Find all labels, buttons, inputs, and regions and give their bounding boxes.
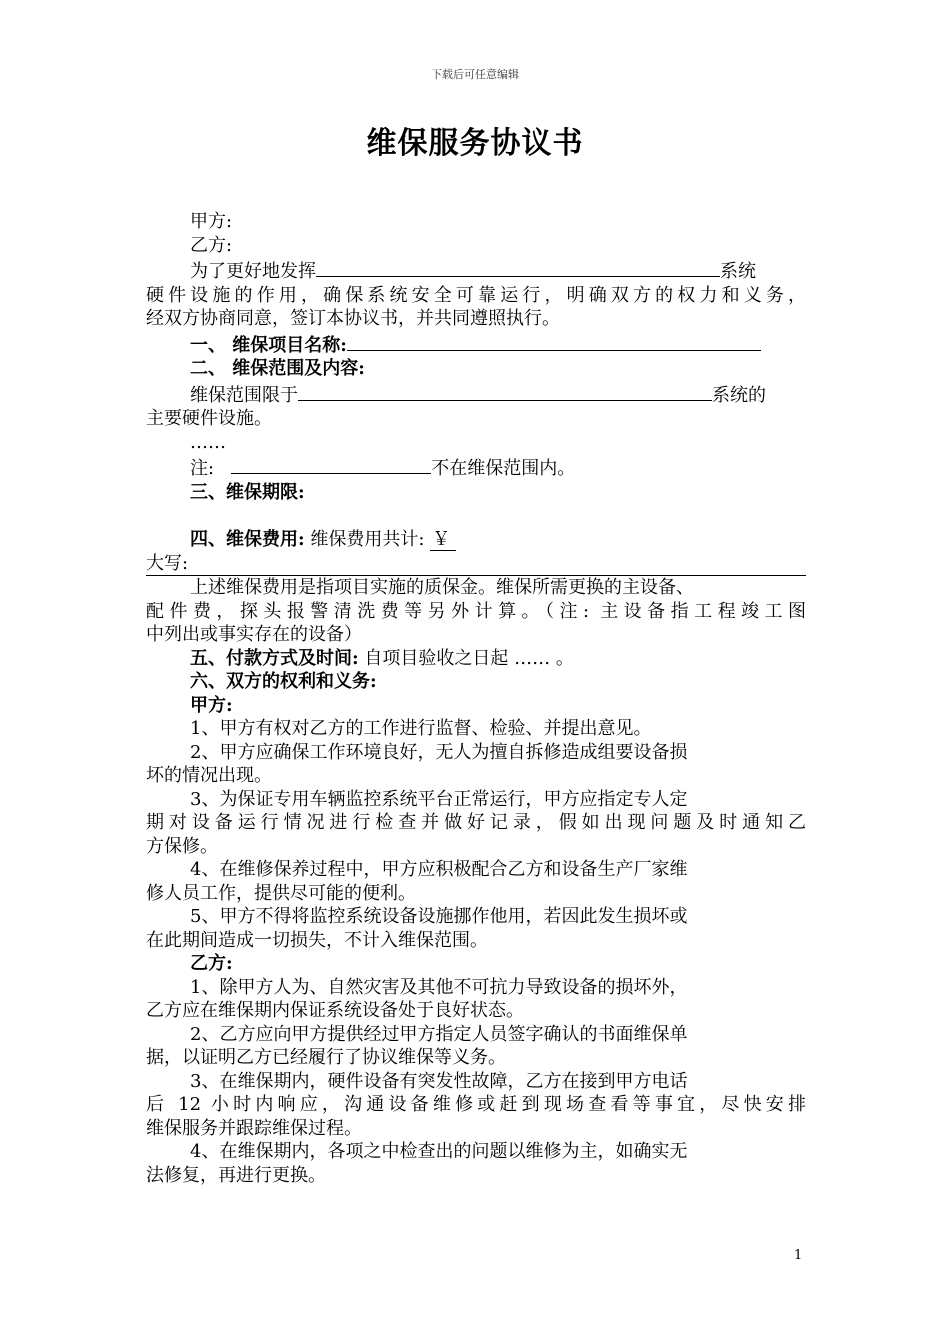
excluded-items-blank (231, 454, 431, 474)
scope-system-blank (298, 381, 712, 401)
fee-total-text: 维保费用共计: (310, 529, 425, 550)
daxie-line: 大写: (146, 552, 806, 577)
section-6-heading: 六、双方的权利和义务: (190, 671, 377, 692)
section-5-label: 五、付款方式及时间: (190, 647, 359, 669)
a-item-2-line-2: 坏的情况出现。 (146, 765, 272, 786)
b-item-4-line-2: 法修复，再进行更换。 (146, 1164, 326, 1186)
note-line (146, 454, 806, 481)
party-a-subheading: 甲方: (190, 694, 233, 716)
intro-line-2: 硬件设施的作用，确保系统安全可靠运行，明确双方的权力和义务， (146, 284, 806, 306)
a-item-3-line-1: 3、为保证专用车辆监控系统平台正常运行，甲方应指定专人定 (190, 788, 688, 810)
page-number: 1 (794, 1248, 803, 1263)
a-item-5-line-1: 5、甲方不得将监控系统设备设施挪作他用，若因此发生损坏或 (190, 906, 688, 927)
note-text-end: 不在维保范围内。 (431, 458, 576, 479)
project-name-blank (347, 331, 761, 351)
a-item-4-line-1: 4、在维修保养过程中，甲方应积极配合乙方和设备生产厂家维 (190, 859, 688, 880)
b-item-3-line-2: 后 12 小时内响应，沟通设备维修或赶到现场查看等事宜，尽快安排 (146, 1094, 806, 1115)
section-1-heading (146, 331, 806, 358)
section-5-line (146, 647, 806, 671)
header-note: 下载后可任意编辑 (431, 68, 519, 81)
system-name-blank (316, 257, 720, 277)
party-b-line: 乙方: (190, 234, 233, 256)
intro-line-1 (146, 257, 806, 284)
b-item-1-line-2: 乙方应在维保期内保证系统设备处于良好状态。 (146, 1000, 524, 1021)
scope-line-2: 主要硬件设施。 (146, 408, 272, 429)
a-item-3-line-3: 方保修。 (146, 835, 218, 857)
document-title: 维保服务协议书 (366, 126, 584, 161)
scope-text: 维保范围限于 (190, 384, 298, 406)
b-item-3-line-1: 3、在维保期内，硬件设备有突发性故障，乙方在接到甲方电话 (190, 1070, 688, 1092)
b-item-2-line-2: 据，以证明乙方已经履行了协议维保等义务。 (146, 1047, 506, 1068)
intro-line-3: 经双方协商同意，签订本协议书，并共同遵照执行。 (146, 308, 560, 329)
a-item-5-line-2: 在此期间造成一切损失，不计入维保范围。 (146, 929, 488, 951)
a-item-4-line-2: 修人员工作，提供尽可能的便利。 (146, 882, 416, 904)
section-4-line (146, 528, 806, 552)
section-2-heading: 二、 维保范围及内容: (190, 358, 365, 379)
party-a-line: 甲方: (190, 211, 233, 232)
document-body (146, 210, 806, 1187)
a-item-3-line-2: 期对设备运行情况进行检查并做好记录，假如出现问题及时通知乙 (146, 812, 806, 833)
scope-text-end: 系统的 (712, 384, 766, 406)
intro-text: 为了更好地发挥 (190, 261, 316, 282)
yen-sign: ￥ (430, 529, 456, 551)
party-b-subheading: 乙方: (190, 953, 233, 974)
ellipsis-line: …… (190, 431, 226, 453)
intro-text-end: 系统 (720, 261, 756, 282)
fee-line-2: 配件费，探头报警清洗费等另外计算。（注: 主设备指工程竣工图 (146, 600, 806, 622)
a-item-2-line-1: 2、甲方应确保工作环境良好，无人为擅自拆修造成组要设备损 (190, 741, 688, 763)
scope-line-1 (146, 381, 806, 408)
section-5-text: 自项目验收之日起 …… 。 (364, 647, 574, 669)
fee-line-1: 上述维保费用是指项目实施的质保金。维保所需更换的主设备、 (190, 577, 694, 598)
b-item-1-line-1: 1、除甲方人为、自然灾害及其他不可抗力导致设备的损坏外， (190, 976, 688, 998)
b-item-2-line-1: 2、乙方应向甲方提供经过甲方指定人员签字确认的书面维保单 (190, 1023, 688, 1045)
fee-line-3: 中列出或事实存在的设备） (146, 624, 362, 645)
spacer (146, 504, 806, 528)
a-item-1: 1、甲方有权对乙方的工作进行监督、检验、并提出意见。 (190, 718, 652, 739)
note-label: 注: (190, 458, 215, 479)
b-item-3-line-3: 维保服务并跟踪维保过程。 (146, 1117, 362, 1139)
section-4-label: 四、维保费用: (190, 529, 305, 550)
section-1-label: 一、 维保项目名称: (190, 334, 347, 356)
section-3-heading: 三、维保期限: (190, 481, 305, 503)
b-item-4-line-1: 4、在维保期内，各项之中检查出的问题以维修为主，如确实无 (190, 1141, 688, 1162)
